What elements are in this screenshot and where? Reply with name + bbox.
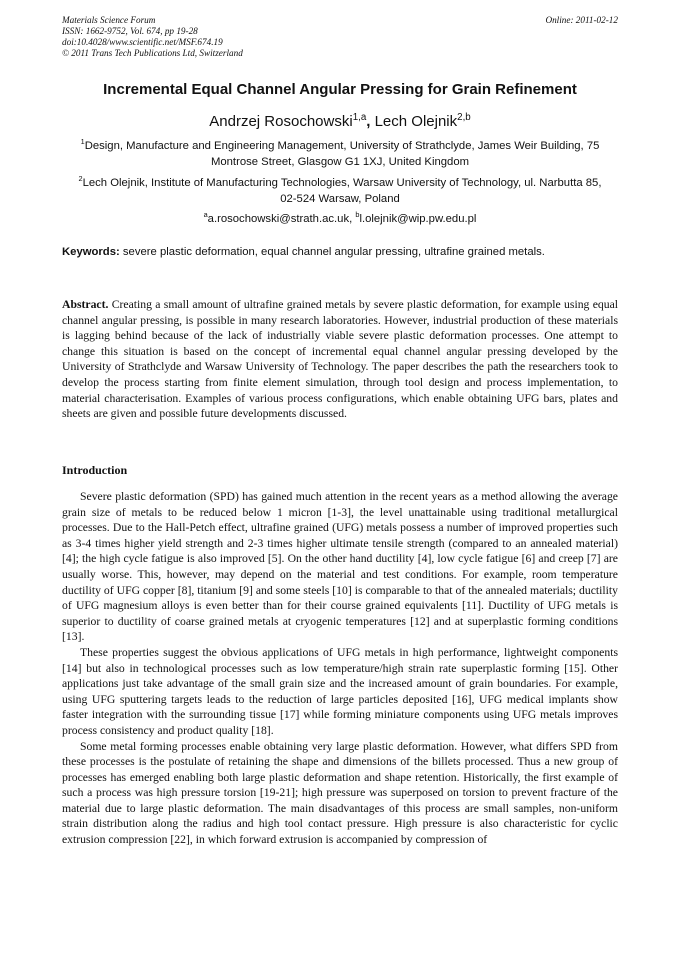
journal-copyright: © 2011 Trans Tech Publications Ltd, Switzerland (62, 48, 243, 58)
introduction-body (62, 489, 618, 848)
affiliation-text: Lech Olejnik, Institute of Manufacturing Technologies, Warsaw University of Technology, ul. Narbutta 85, 02-524 Warsaw, Poland (82, 177, 602, 205)
paper-title: Incremental Equal Channel Angular Pressing for Grain Refinement (103, 81, 577, 98)
author-name: Andrzej Rosochowski (209, 113, 353, 130)
paragraph: These properties suggest the obvious applications of UFG metals in high performance, lightweight components [14] but also in technological processes such as low temperature/high strain rate superplastic forming [15]. Other applications just take advantage of the small grain size and the increased amount of grain boundaries. For example, using UFG sputtering targets leads to the reduction of large particles deposited [16], UFG medical implants show faster integration with the surrounding tissue [17] while forming miniature components using UFG metals improves process consistency and product quality [18]. (62, 645, 618, 737)
author-superscript: 2,b (457, 112, 471, 123)
affiliation-number: 1 (80, 137, 85, 147)
journal-doi: doi:10.4028/www.scientific.net/MSF.674.19 (62, 37, 223, 47)
affiliation-2 (70, 175, 610, 207)
abstract (62, 297, 618, 422)
paragraph: Some metal forming processes enable obtaining very large plastic deformation. However, what differs SPD from these processes is the postulate of retaining the shape and dimensions of the billets processed. Thus a new group of processes has emerged enabling both large plastic deformation and shape retention. Historically, the first example of such a process was high pressure torsion [19-21]; high pressure was superposed on torsion to prevent fracture of the material due to large plastic deformation. The main disadvantages of this process are small samples, non-uniform strain distribution along the radius and high tool contact pressure. High pressure is also characteristic for cyclic extrusion compression [22], in which forward extrusion is accompanied by compression of (62, 739, 618, 847)
email-separator: , (349, 213, 356, 225)
affiliation-number: 2 (78, 174, 83, 184)
journal-issn: ISSN: 1662-9752, Vol. 674, pp 19-28 (62, 26, 198, 36)
journal-name: Materials Science Forum (62, 15, 156, 25)
keywords (62, 246, 622, 258)
email-a[interactable]: a.rosochowski@strath.ac.uk (207, 213, 350, 225)
abstract-text: Creating a small amount of ultrafine grained metals by severe plastic deformation, for example using equal channel angular pressing, is possible in many research laboratories. However, industrial production of these materials is lagging behind because of the lack of industrially viable severe plastic deformation processes. One attempt to change this situation is based on the concept of incremental equal channel angular pressing developed by the University of Strathclyde and Warsaw University of Technology. The paper describes the path the researchers took to develop the process starting from finite element simulation, through tool design and process implementation, to material characterisation. Examples of various process configurations, which enable obtaining UFG bars, plates and sheets are given and possible future developments discussed. (62, 298, 619, 421)
author-list (62, 113, 618, 130)
author-separator: , (366, 113, 375, 130)
affiliation-1 (70, 138, 610, 170)
online-date: Online: 2011-02-12 (545, 15, 618, 25)
email-a-label: a (203, 210, 208, 220)
section-heading-introduction: Introduction (62, 463, 128, 477)
abstract-label: Abstract. (62, 298, 109, 311)
author-name: Lech Olejnik (374, 113, 458, 130)
email-b-label: b (355, 210, 360, 220)
affiliation-text: Design, Manufacture and Engineering Management, University of Strathclyde, James Weir Building, 75 Montrose Street, Glasgow G1 1XJ, United Kingdom (84, 140, 600, 168)
email-b[interactable]: l.olejnik@wip.pw.edu.pl (359, 213, 477, 225)
author-superscript: 1,a (352, 112, 367, 123)
journal-info (62, 15, 618, 59)
email-line (70, 211, 610, 227)
keywords-label: Keywords: (62, 246, 120, 258)
paragraph: Severe plastic deformation (SPD) has gained much attention in the recent years as a method allowing the average grain size of metals to be reduced below 1 micron [1-3], the level unattainable using traditional metallurgical processes. Due to the Hall-Petch effect, ultrafine grained (UFG) metals possess a number of improved properties such as 3-4 times higher yield strength and 2-3 times higher ultimate tensile strength (compared to an annealed material) [4]; the high cycle fatigue is also improved [5]. On the other hand ductility [4], low cycle fatigue [6] and creep [7] are usually worse. This, however, may depend on the material and test conditions. For example, room temperature ductility of UFG copper [8], titanium [9] and some steels [10] is comparable to that of the annealed materials; ductility of UFG magnesium alloys is even better than for their course grained equivalents [11]. Ductility of UFG metals is superior to ductility of coarse grained metals at cryogenic temperatures [12] and at superplastic forming conditions [13]. (62, 490, 618, 644)
keywords-text: severe plastic deformation, equal channel angular pressing, ultrafine grained metals. (122, 246, 545, 258)
